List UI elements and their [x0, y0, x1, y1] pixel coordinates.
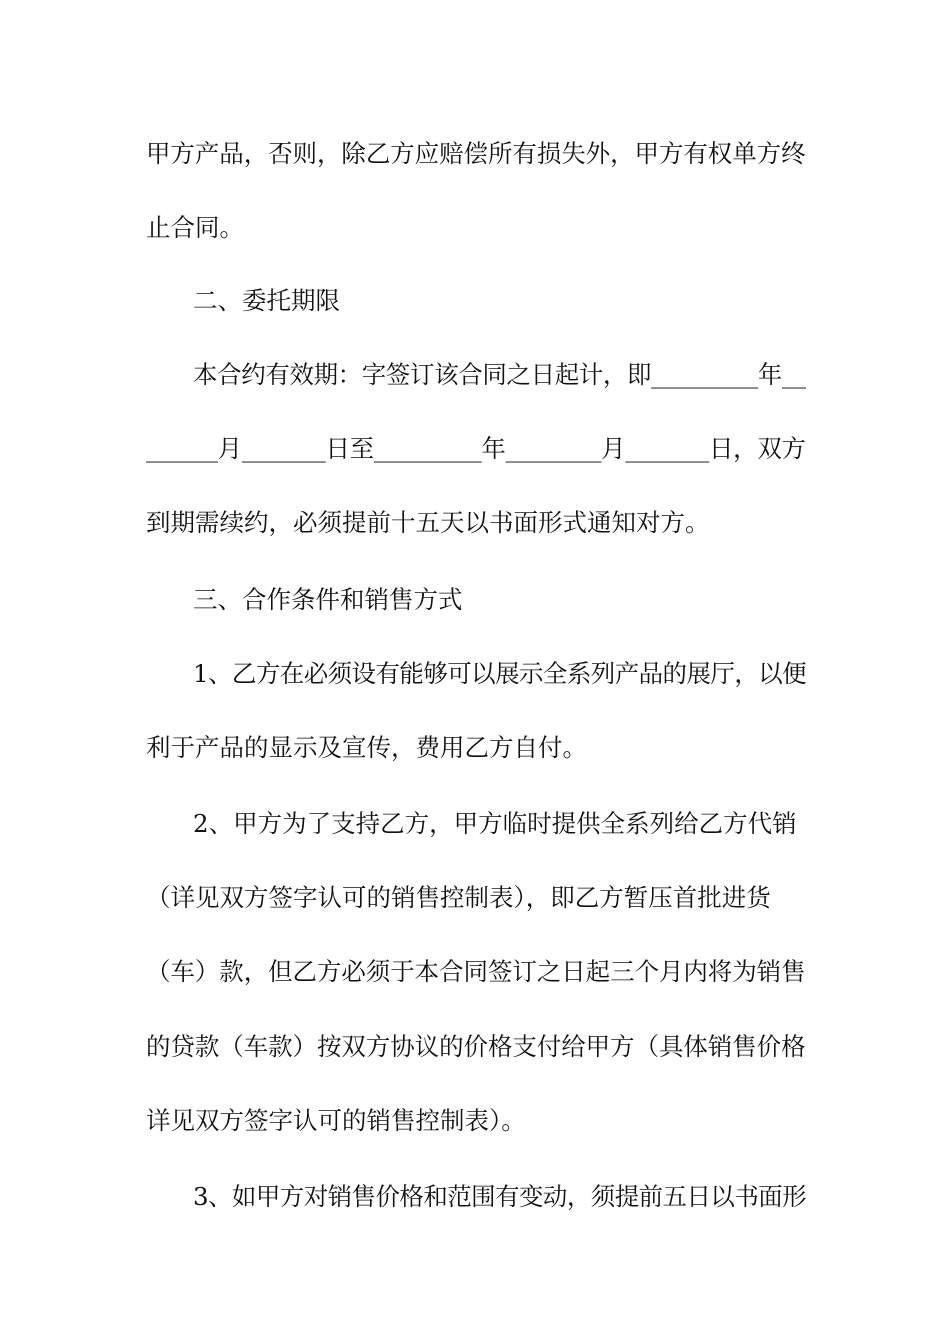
section-heading-term: 二、委托期限 — [193, 286, 340, 315]
clause-2-line-2: （详见双方签字认可的销售控制表），即乙方暂压首批进货 — [146, 883, 771, 912]
clause-1-line-1: 1、乙方在必须设有能够可以展示全系列产品的展厅，以便 — [193, 659, 806, 688]
clause-2-line-1: 2、甲方为了支持乙方，甲方临时提供全系列给乙方代销 — [193, 809, 797, 838]
text-line-renewal: 到期需续约，必须提前十五天以书面形式通知对方。 — [146, 508, 710, 537]
text-line-2: 止合同。 — [146, 213, 244, 242]
text-line-validity: 本合约有效期：字签订该合同之日起计，即_________年__ — [193, 360, 806, 389]
text-line-1: 甲方产品，否则，除乙方应赔偿所有损失外，甲方有权单方终 — [146, 139, 806, 168]
clause-2-line-4: 的贷款（车款）按双方协议的价格支付给甲方（具体销售价格 — [146, 1032, 806, 1061]
text-line-dates: ______月_______日至_________年________月_______日，双方 — [146, 434, 806, 463]
clause-3-line-1: 3、如甲方对销售价格和范围有变动，须提前五日以书面形 — [193, 1182, 806, 1211]
clause-2-line-3: （车）款，但乙方必须于本合同签订之日起三个月内将为销售 — [146, 957, 806, 986]
clause-1-line-2: 利于产品的显示及宣传，费用乙方自付。 — [146, 733, 587, 762]
clause-2-line-5: 详见双方签字认可的销售控制表）。 — [146, 1106, 526, 1135]
section-heading-cooperation: 三、合作条件和销售方式 — [193, 585, 463, 614]
